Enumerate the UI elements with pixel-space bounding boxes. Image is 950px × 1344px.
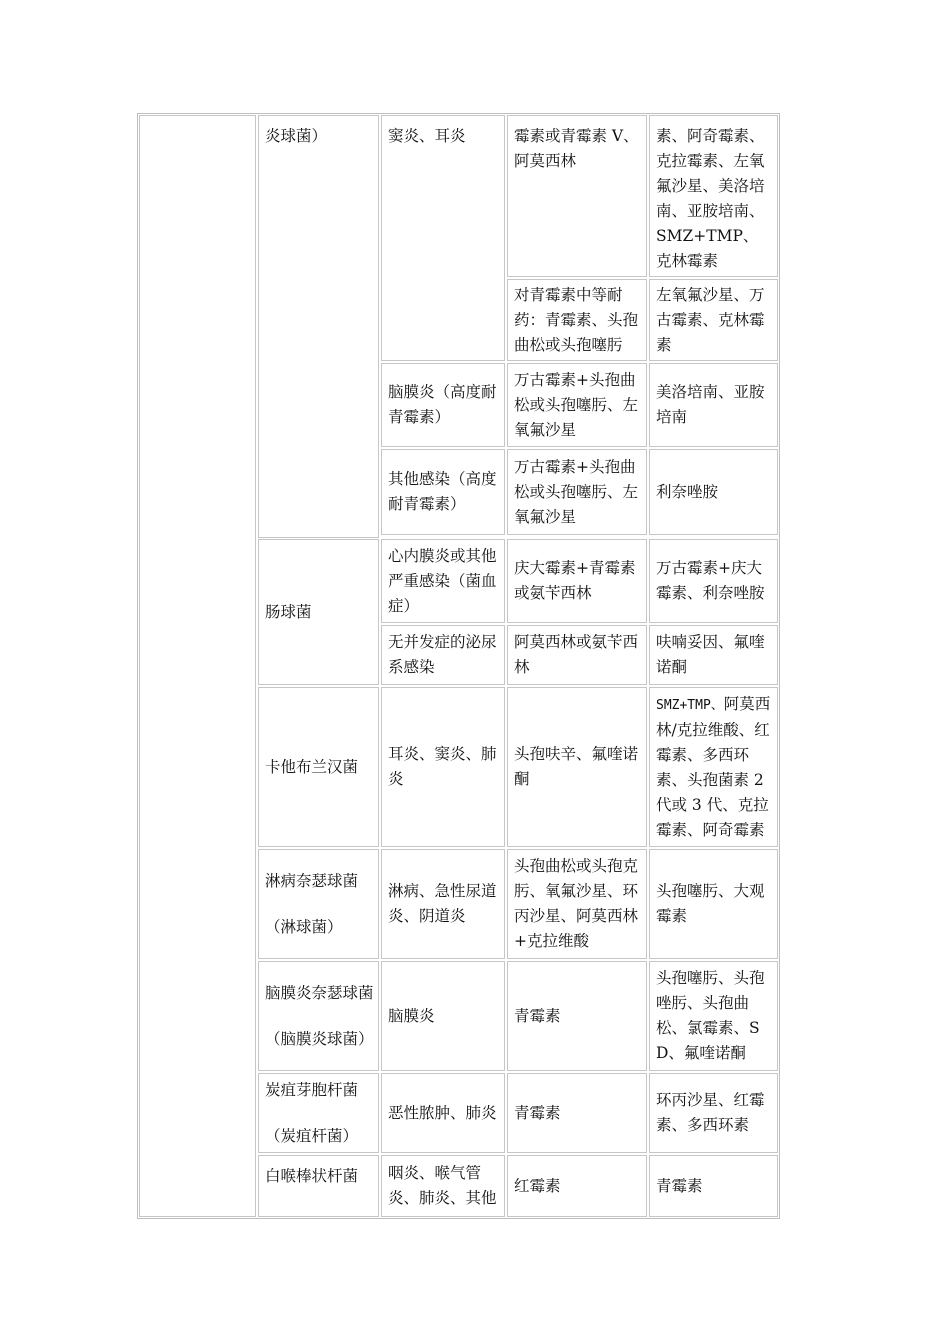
primary-drug-cell — [507, 363, 647, 447]
infection-cell — [381, 449, 505, 535]
primary-drug-text: 头孢呋辛、氟喹诺酮 — [514, 745, 639, 788]
antibiotic-table — [137, 113, 780, 1219]
organism-cell — [258, 1073, 379, 1153]
infection-text: 淋病、急性尿道炎、阴道炎 — [388, 882, 497, 925]
infection-cell — [381, 687, 505, 847]
infection-cell — [381, 849, 505, 959]
alternative-drug-cell — [649, 625, 778, 685]
organism-cell-continued — [258, 451, 379, 538]
alternative-drug-text: 阿莫西林/克拉维酸、红霉素、多西环素、头孢菌素 2 代或 3 代、克拉霉素、阿奇霉素 — [656, 694, 771, 839]
alternative-drug-cell — [649, 1073, 778, 1153]
alternative-drug-text: 万古霉素+庆大霉素、利奈唑胺 — [656, 559, 765, 602]
infection-cell — [381, 363, 505, 447]
alternative-drug-text: 青霉素 — [656, 1176, 703, 1195]
organism-alias: （炭疽杆菌） — [265, 1126, 359, 1145]
alternative-drug-cell — [649, 279, 778, 361]
infection-cell — [381, 539, 505, 623]
primary-drug-text: 青霉素 — [514, 1006, 561, 1025]
alternative-drug-cell — [649, 1155, 778, 1217]
alternative-drug-cell — [649, 115, 778, 277]
infection-text: 恶性脓肿、肺炎 — [388, 1103, 497, 1122]
organism-name: 卡他布兰汉菌 — [265, 757, 359, 776]
infection-cell — [381, 1155, 505, 1217]
infection-text: 心内膜炎或其他严重感染（菌血症） — [388, 546, 497, 615]
primary-drug-cell — [507, 539, 647, 623]
organism-cell — [258, 115, 379, 279]
infection-text: 咽炎、喉气管炎、肺炎、其他 — [388, 1164, 497, 1207]
alternative-drug-text: 头孢噻肟、头孢唑肟、头孢曲松、氯霉素、SD、氟喹诺酮 — [656, 969, 765, 1062]
alternative-drug-text: 美洛培南、亚胺培南 — [656, 383, 765, 426]
infection-cell — [381, 115, 505, 361]
primary-drug-text: 红霉素 — [514, 1176, 561, 1195]
primary-drug-cell — [507, 279, 647, 361]
infection-cell — [381, 625, 505, 685]
organism-name: 脑膜炎奈瑟球菌 — [265, 983, 374, 1002]
primary-drug-cell — [507, 1073, 647, 1153]
primary-drug-cell — [507, 449, 647, 535]
organism-cell — [258, 687, 379, 847]
primary-drug-text: 万古霉素+头孢曲松或头孢噻肟、左氧氟沙星 — [514, 370, 639, 439]
infection-cell — [381, 961, 505, 1071]
infection-text: 脑膜炎（高度耐青霉素） — [388, 383, 497, 426]
organism-cell — [258, 1155, 379, 1217]
organism-cell-continued — [258, 279, 379, 367]
organism-name: 白喉棒状杆菌 — [265, 1167, 359, 1185]
primary-drug-text: 庆大霉素+青霉素或氨苄西林 — [514, 559, 636, 602]
infection-text: 其他感染（高度耐青霉素） — [388, 470, 497, 513]
organism-name: 炎球菌） — [265, 127, 328, 145]
primary-drug-text: 万古霉素+头孢曲松或头孢噻肟、左氧氟沙星 — [514, 457, 639, 526]
alternative-drug-text: 呋喃妥因、氟喹诺酮 — [656, 633, 765, 676]
organism-cell-continued — [258, 367, 379, 451]
category-cell — [139, 115, 256, 1217]
primary-drug-cell — [507, 687, 647, 847]
organism-name: 炭疽芽胞杆菌 — [265, 1080, 359, 1099]
organism-name: 肠球菌 — [265, 602, 312, 621]
primary-drug-text: 对青霉素中等耐药：青霉素、头孢曲松或头孢噻肟 — [514, 285, 639, 354]
infection-text: 无并发症的泌尿系感染 — [388, 633, 497, 676]
infection-cell — [381, 1073, 505, 1153]
organism-cell — [258, 539, 379, 685]
alternative-drug-text: 素、阿奇霉素、克拉霉素、左氧氟沙星、美洛培南、亚胺培南、SMZ+TMP、克林霉素 — [656, 127, 765, 270]
alternative-drug-text: 环丙沙星、红霉素、多西环素 — [656, 1091, 765, 1134]
alternative-drug-cell — [649, 539, 778, 623]
primary-drug-cell — [507, 961, 647, 1071]
organism-name: 淋病奈瑟球菌 — [265, 871, 359, 890]
primary-drug-cell — [507, 1155, 647, 1217]
infection-text: 耳炎、窦炎、肺炎 — [388, 745, 497, 788]
alternative-drug-cell — [649, 449, 778, 535]
alternative-drug-cell — [649, 687, 778, 847]
organism-cell — [258, 849, 379, 959]
alternative-drug-cell — [649, 961, 778, 1071]
primary-drug-text: 青霉素 — [514, 1103, 561, 1122]
infection-text: 脑膜炎 — [388, 1006, 435, 1025]
primary-drug-text: 阿莫西林或氨苄西林 — [514, 633, 639, 676]
primary-drug-cell — [507, 849, 647, 959]
alternative-drug-text-combo: SMZ+TMP、 — [656, 697, 724, 713]
organism-alias: （淋球菌） — [265, 917, 343, 936]
organism-alias: （脑膜炎球菌） — [265, 1029, 374, 1048]
infection-text: 窦炎、耳炎 — [388, 127, 466, 145]
alternative-drug-text: 左氧氟沙星、万古霉素、克林霉素 — [656, 285, 765, 354]
alternative-drug-cell — [649, 849, 778, 959]
primary-drug-text: 霉素或青霉素 V、阿莫西林 — [514, 127, 639, 170]
organism-cell — [258, 961, 379, 1071]
alternative-drug-text: 利奈唑胺 — [656, 482, 719, 501]
primary-drug-text: 头孢曲松或头孢克肟、氧氟沙星、环丙沙星、阿莫西林+克拉维酸 — [514, 857, 639, 950]
alternative-drug-text: 头孢噻肟、大观霉素 — [656, 882, 765, 925]
alternative-drug-cell — [649, 363, 778, 447]
primary-drug-cell — [507, 625, 647, 685]
primary-drug-cell — [507, 115, 647, 277]
